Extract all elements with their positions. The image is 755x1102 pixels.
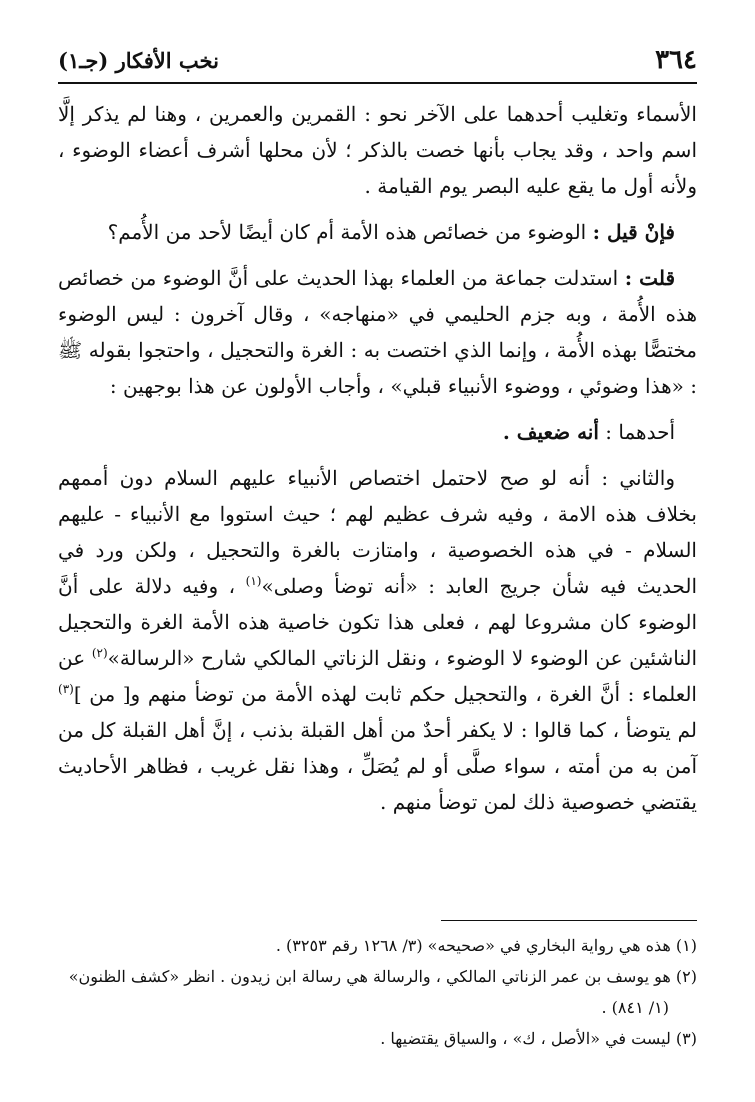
footnote-ref-3[interactable]: (٣) — [58, 682, 74, 696]
first-reply-text: أحدهما : — [598, 420, 675, 444]
second-reply-part-b: ، وفيه دلالة على أنَّ الوضوء كان مشروعا لهم ، فعلى هذا تكون خاصية هذه الأمة الغرة والتحجيل الناشئين عن الوضوء لا الوضوء ، ونقل الزناتي المالكي شارح «الرسالة» — [58, 574, 697, 670]
page-header — [58, 40, 697, 80]
paragraph-3 — [58, 260, 697, 404]
footnote-ref-2[interactable]: (٢) — [91, 646, 108, 660]
question-lead: فإنْ قيل : — [592, 220, 675, 244]
footnote-2-continued: (١/ ٨٤١) . — [601, 998, 669, 1017]
footnote-1: (١) هذه هي رواية البخاري في «صحيحه» (٣/ ١٢٦٨ رقم ٣٢٥٣) . — [275, 936, 697, 955]
paragraph-5 — [58, 460, 697, 820]
paragraph-1: الأسماء وتغليب أحدهما على الآخر نحو : القمرين والعمرين ، وهنا لم يذكر إلَّا اسم واحد ، وقد يجاب بأنها خصت بالذكر ؛ لأن محلها أشرف أعضاء الوضوء ، ولأنه أول ما يقع عليه البصر يوم القيامة . — [58, 102, 697, 198]
second-reply-part-d: لم يتوضأ ، كما قالوا : لا يكفر أحدٌ من أهل القبلة بذنب ، إنَّ أهل القبلة كل من آمن به من أمته ، سواء صلَّى أو لم يُصَلِّ ، وهذا نقل غريب ، فظاهر الأحاديث يقتضي خصوصية ذلك لمن توضأ منهم . — [58, 718, 697, 814]
question-text: الوضوء من خصائص هذه الأمة أم كان أيضًا لأحد من الأُمم؟ — [107, 220, 593, 244]
second-reply-part-a: والثاني : أنه لو صح لاحتمل اختصاص الأنبياء عليهم السلام دون أممهم بخلاف هذه الامة ، وفيه شرف عظيم لهم ؛ حيث استووا مع الأنبياء - عليهم السلام - في هذه الخصوصية ، وامتازت بالغرة والتحجيل ، ولكن ورد في الحديث فيه شأن جريج العابد : «أنه توضأ وصلى» — [58, 466, 697, 598]
footnote-3: (٣) ليست في «الأصل ، ك» ، والسياق يقتضيها . — [380, 1029, 697, 1048]
first-reply-bold: أنه ضعيف . — [502, 420, 599, 444]
paragraph-4 — [58, 414, 697, 450]
footnote-separator — [441, 920, 697, 921]
answer-lead: قلت : — [624, 266, 676, 290]
footnotes — [58, 930, 697, 1054]
answer-text: استدلت جماعة من العلماء بهذا الحديث على أنَّ الوضوء من خصائص هذه الأُمة ، وبه جزم الحليمي في «منهاجه» ، وقال آخرون : ليس الوضوء مختصًّا بهذه الأُمة ، وإنما الذي اختصت به : الغرة والتحجيل ، واحتجوا بقوله ﷺ : «هذا وضوئي ، ووضوء الأنبياء قبلي» ، وأجاب الأولون عن هذا بوجهين : — [58, 266, 697, 398]
book-title: نخب الأفكار (جـ١) — [58, 47, 219, 73]
page-number: ٣٦٤ — [655, 45, 697, 75]
paragraph-2 — [58, 214, 697, 250]
footnote-ref-1[interactable]: (١) — [245, 574, 262, 588]
main-text — [58, 96, 697, 820]
header-rule — [58, 82, 697, 84]
second-reply-part-c: عن العلماء : أنَّ الغرة ، والتحجيل حكم ثابت لهذه الأمة من توضأ منهم و[ من ] — [58, 646, 697, 706]
footnote-2: (٢) هو يوسف بن عمر الزناتي المالكي ، والرسالة هي رسالة ابن زيدون . انظر «كشف الظنون» — [68, 967, 697, 986]
